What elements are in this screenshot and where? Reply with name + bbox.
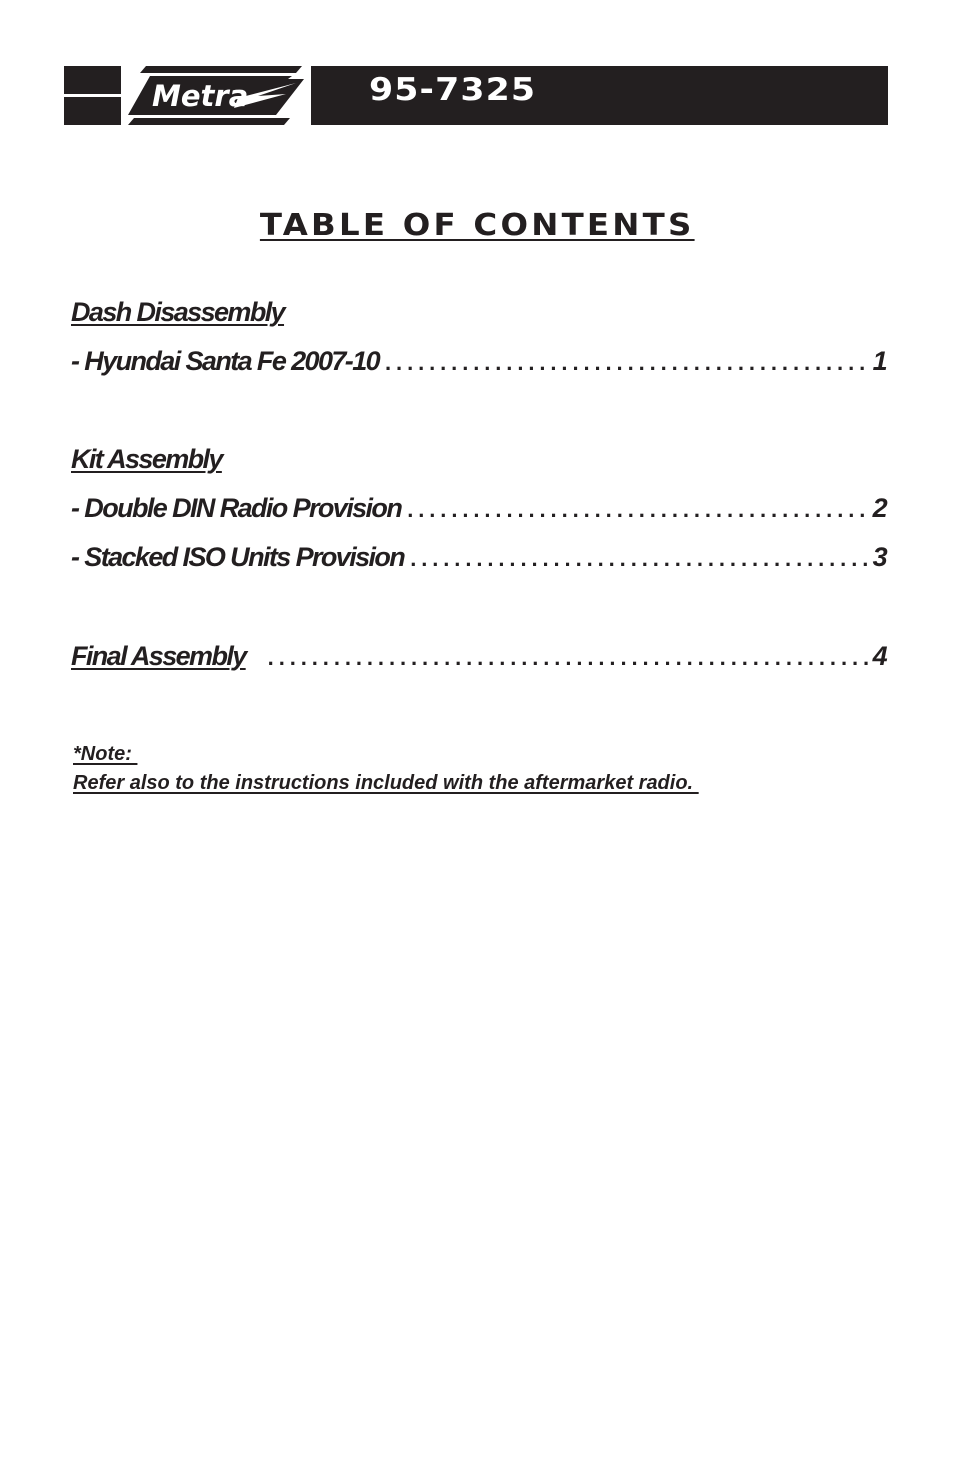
toc-page-number: 1 [872,346,886,376]
logo-text: Metra [152,79,249,113]
toc-entry-label: - Stacked ISO Units Provision [71,542,405,572]
dot-leader [385,347,869,379]
toc-page-number: 4 [872,641,886,671]
toc-entry[interactable] [71,492,886,526]
dash-disassembly-heading: Dash Disassembly [71,297,285,327]
toc-entry[interactable] [71,541,886,575]
toc-heading-dash [71,296,886,328]
note-label: *Note: [73,743,138,765]
dot-leader [410,543,868,575]
dot-leader [407,494,868,526]
toc-entry-label: - Hyundai Santa Fe 2007-10 [71,346,380,376]
toc-page-number: 3 [872,542,886,572]
toc-entry-label: - Double DIN Radio Provision [71,493,402,523]
dot-leader [268,642,869,674]
page-title [0,208,954,244]
note-block [73,740,699,798]
final-assembly-heading: Final Assembly [71,641,246,671]
toc-title-text: TABLE OF CONTENTS [259,208,695,243]
header-bar [311,66,888,125]
document-header [64,66,888,125]
metra-logo [126,66,308,125]
header-stub-block [64,66,121,125]
toc-entry[interactable] [71,345,886,379]
note-text: Refer also to the instructions included with the aftermarket radio. [73,772,699,794]
kit-assembly-heading: Kit Assembly [71,444,222,474]
model-number: 95-7325 [369,72,537,108]
toc-page-number: 2 [872,493,886,523]
toc-entry-final[interactable] [71,640,886,674]
toc-heading-kit [71,443,886,475]
